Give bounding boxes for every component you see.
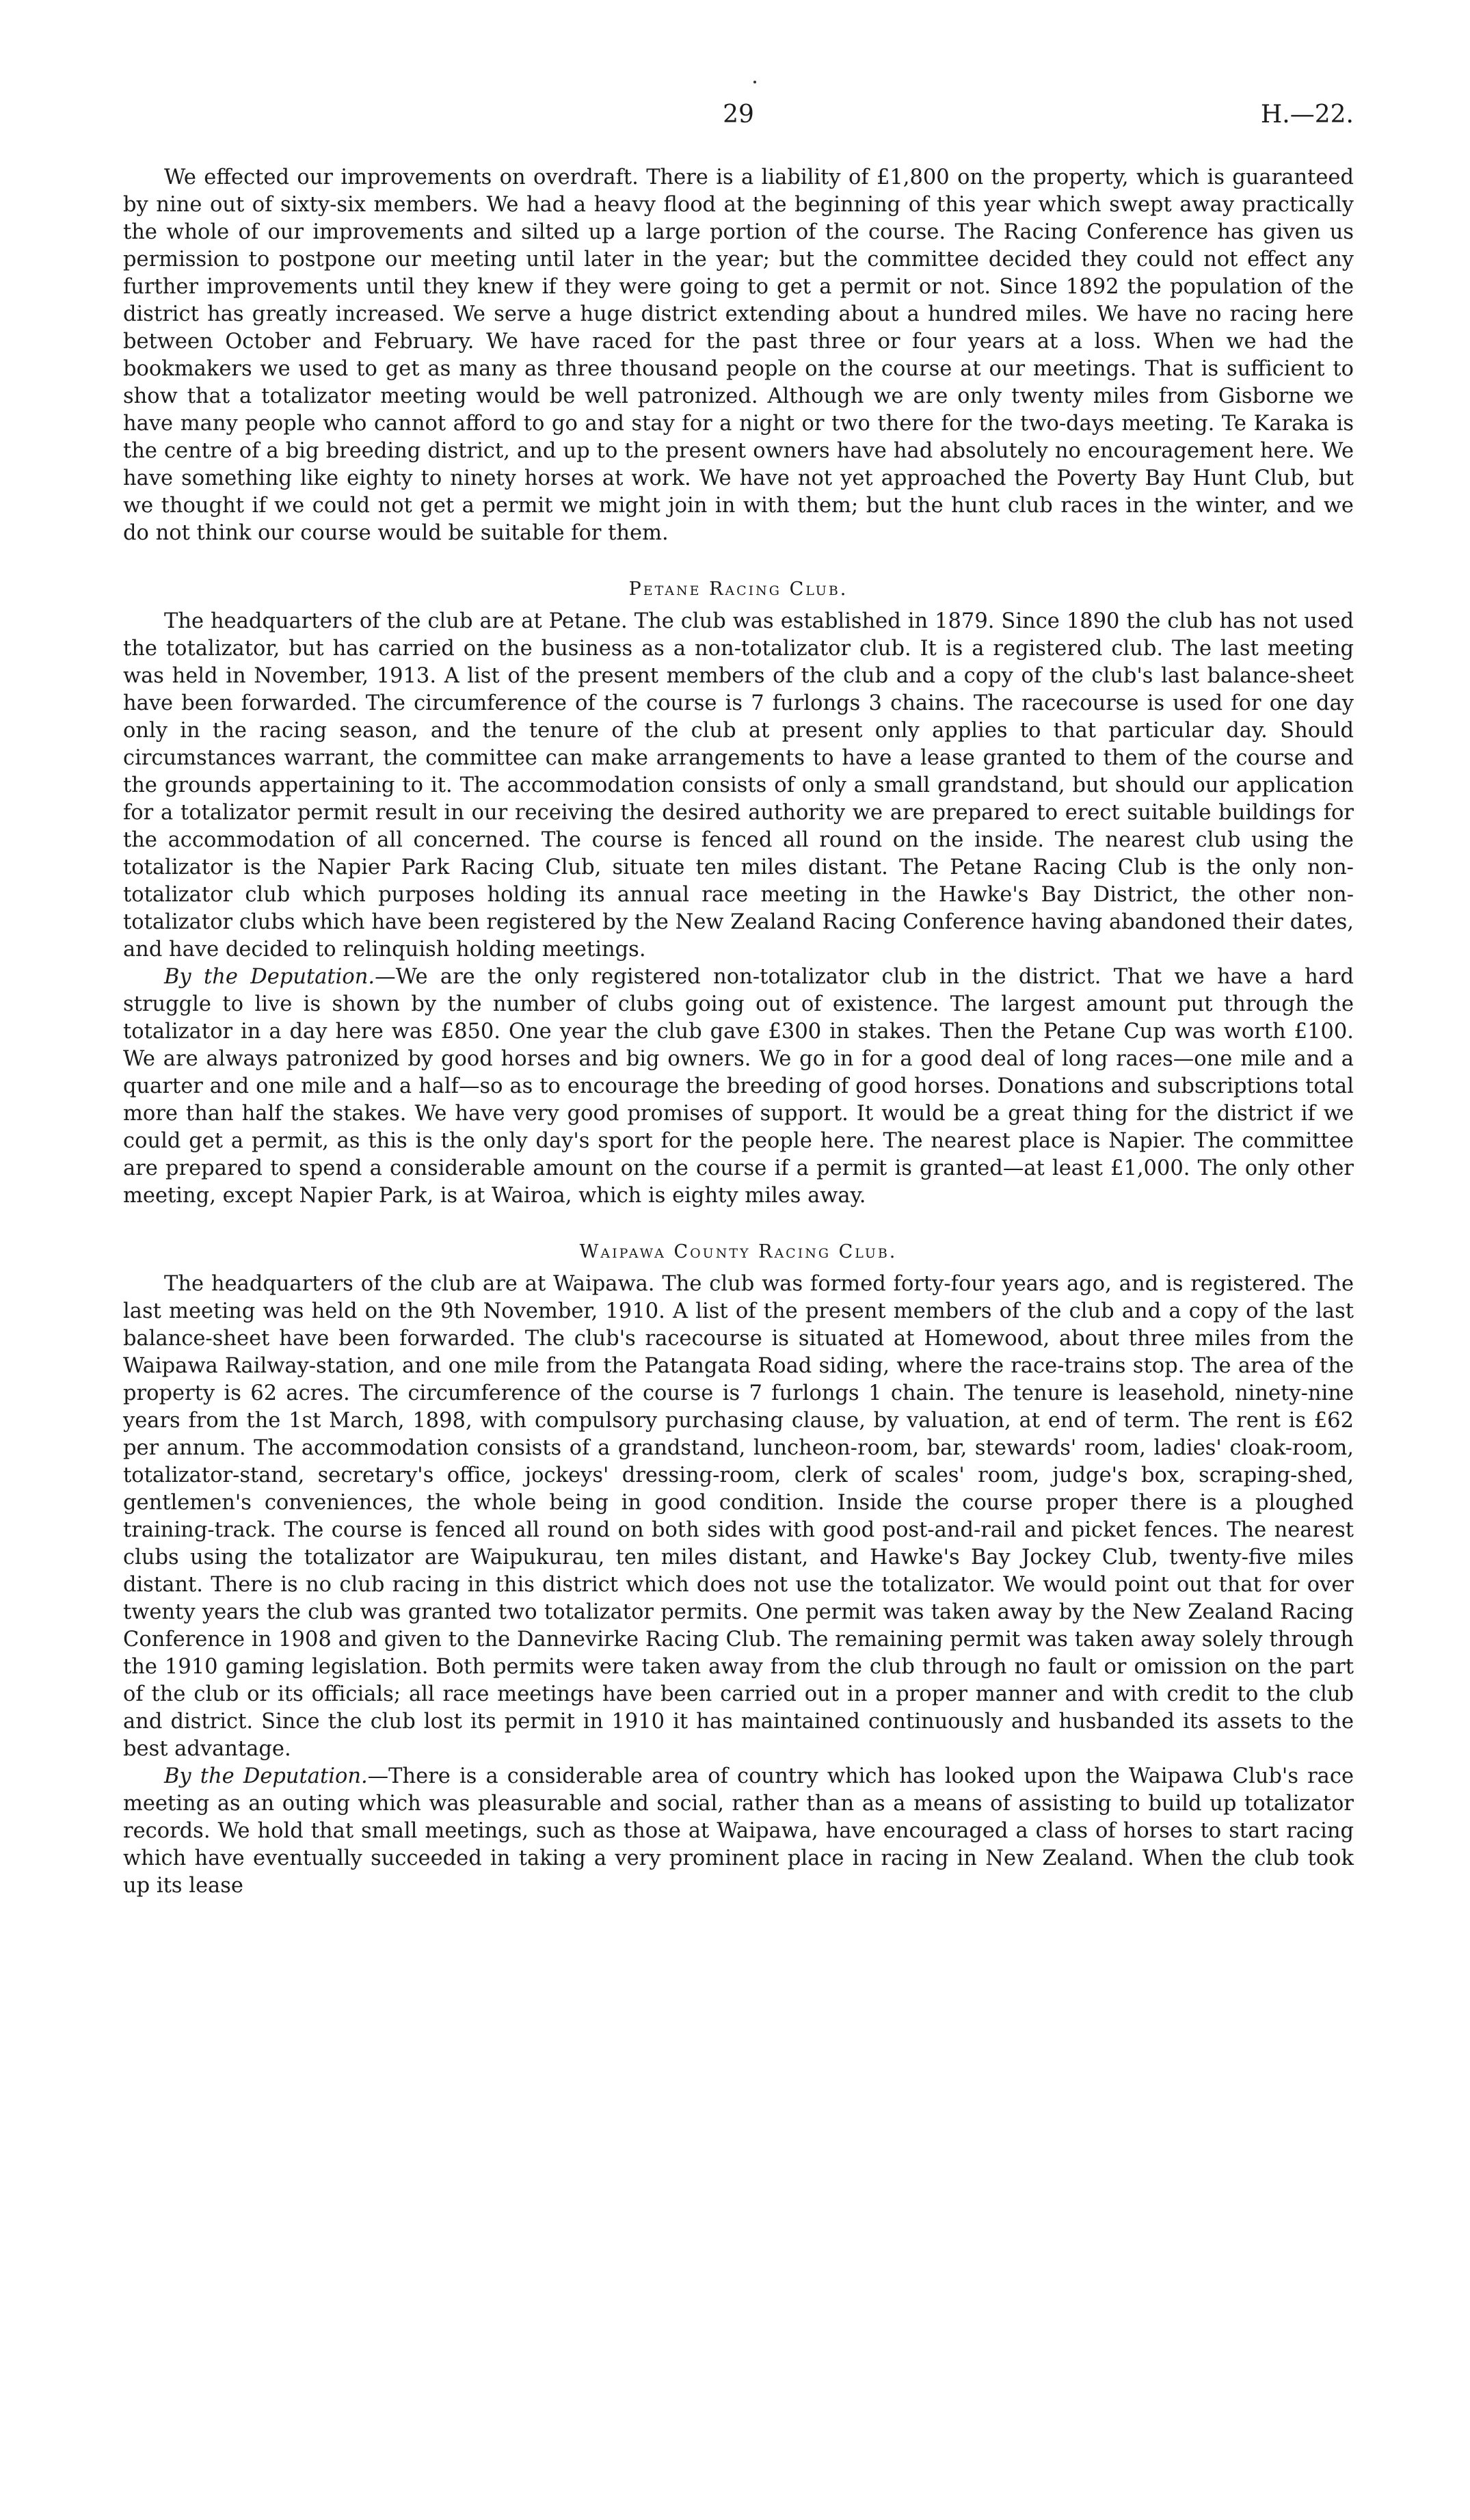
intro-paragraph: We effected our improvements on overdraft. There is a liability of £1,800 on the property, which is guaranteed by nine out of sixty-six members. We had a heavy flood at the beginning of this year which swept away practically the whole of our improvements and silted up a large portion of the course. The Racing Conference has given us permission to postpone our meeting until later in the year; but the committee decided they could not effect any further improvements until they knew if they were going to get a permit or not. Since 1892 the population of the district has greatly increased. We serve a huge district extending about a hundred miles. We have no racing here between October and February. We have raced for the past three or four years at a loss. When we had the bookmakers we used to get as many as three thousand people on the course at our meetings. That is sufficient to show that a totalizator meeting would be well patronized. Although we are only twenty miles from Gisborne we have many people who cannot afford to go and stay for a night or two there for the two-days meeting. Te Karaka is the centre of a big breeding district, and up to the present owners have had absolutely no encouragement here. We have something like eighty to ninety horses at work. We have not yet approached the Poverty Bay Hunt Club, but we thought if we could not get a permit we might join in with them; but the hunt club races in the winter, and we do not think our course would be suitable for them. [123,165,1354,545]
section-petane [123,579,1354,1210]
page-number: 29 [723,101,754,129]
document-page [123,103,1354,2455]
document-reference: H.—22. [1260,101,1354,129]
section-heading: Waipawa County Racing Club. [579,1241,898,1262]
page-header [123,103,1354,164]
deputation-text: —There is a considerable area of country which has looked upon the Waipawa Club's race meeting as an outing which was pleasurable and social, rather than as a means of assisting to build up totalizator records. We hold that small meetings, such as those at Waipawa, have encouraged a class of horses to start racing which have eventually succeeded in taking a very prominent place in racing in New Zealand. When the club took up its lease [123,1764,1354,1898]
deputation-text: —We are the only registered non-totalizator club in the district. That we have a hard struggle to live is shown by the number of clubs going out of existence. The largest amount put through the totalizator in a day here was £850. One year the club gave £300 in stakes. Then the Petane Cup was worth £100. We are always patronized by good horses and big owners. We go in for a good deal of long races—one mile and a quarter and one mile and a half—so as to encourage the breeding of good horses. Donations and subscriptions total more than half the stakes. We have very good promises of support. It would be a great thing for the district if we could get a permit, as this is the only day's sport for the people here. The nearest place is Napier. The committee are prepared to spend a considerable amount on the course if a permit is granted—at least £1,000. The only other meeting, except Napier Park, is at Wairoa, which is eighty miles away. [123,965,1354,1208]
section-paragraph: The headquarters of the club are at Petane. The club was established in 1879. Since 1890 the club has not used the totalizator, but has carried on the business as a non-totalizator club. It is a registered club. The last meeting was held in November, 1913. A list of the present members of the club and a copy of the club's last balance-sheet have been forwarded. The circumference of the course is 7 furlongs 3 chains. The racecourse is used for one day only in the racing season, and the tenure of the club at present only applies to that particular day. Should circumstances warrant, the committee can make arrangements to have a lease granted to them of the course and the grounds appertaining to it. The accommodation consists of only a small grandstand, but should our application for a totalizator permit result in our receiving the desired authority we are prepared to erect suitable buildings for the accommodation of all concerned. The course is fenced all round on the inside. The nearest club using the totalizator is the Napier Park Racing Club, situate ten miles distant. The Petane Racing Club is the only non-totalizator club which purposes holding its annual race meeting in the Hawke's Bay District, the other non-totalizator clubs which have been registered by the New Zealand Racing Conference having abandoned their dates, and have decided to relinquish holding meetings. [123,609,1354,961]
deputation-label: By the Deputation. [164,965,375,989]
section-paragraph: The headquarters of the club are at Waipawa. The club was formed forty-four years ago, and is registered. The last meeting was held on the 9th November, 1910. A list of the present members of the club and a copy of the last balance-sheet have been forwarded. The club's racecourse is situated at Homewood, about three miles from the Waipawa Railway-station, and one mile from the Patangata Road siding, where the race-trains stop. The area of the property is 62 acres. The circumference of the course is 7 furlongs 1 chain. The tenure is leasehold, ninety-nine years from the 1st March, 1898, with compulsory purchasing clause, by valuation, at end of term. The rent is £62 per annum. The accommodation consists of a grandstand, luncheon-room, bar, stewards' room, ladies' cloak-room, totalizator-stand, secretary's office, jockeys' dressing-room, clerk of scales' room, judge's box, scraping-shed, gentlemen's conveniences, the whole being in good condition. Inside the course proper there is a ploughed training-track. The course is fenced all round on both sides with good post-and-rail and picket fences. The nearest clubs using the totalizator are Waipukurau, ten miles distant, and Hawke's Bay Jockey Club, twenty-five miles distant. There is no club racing in this district which does not use the totalizator. We would point out that for over twenty years the club was granted two totalizator permits. One permit was taken away by the New Zealand Racing Conference in 1908 and given to the Dannevirke Racing Club. The remaining permit was taken away solely through the 1910 gaming legislation. Both permits were taken away from the club through no fault or omission on the part of the club or its officials; all race meetings have been carried out in a proper manner and with credit to the club and district. Since the club lost its permit in 1910 it has maintained continuously and husbanded its assets to the best advantage. [123,1272,1354,1761]
section-heading: Petane Racing Club. [628,579,848,600]
deputation-paragraph [123,1763,1354,1900]
deputation-paragraph [123,964,1354,1210]
section-waipawa [123,1241,1354,1900]
deputation-label: By the Deputation. [164,1764,368,1788]
ink-dot [753,81,756,83]
